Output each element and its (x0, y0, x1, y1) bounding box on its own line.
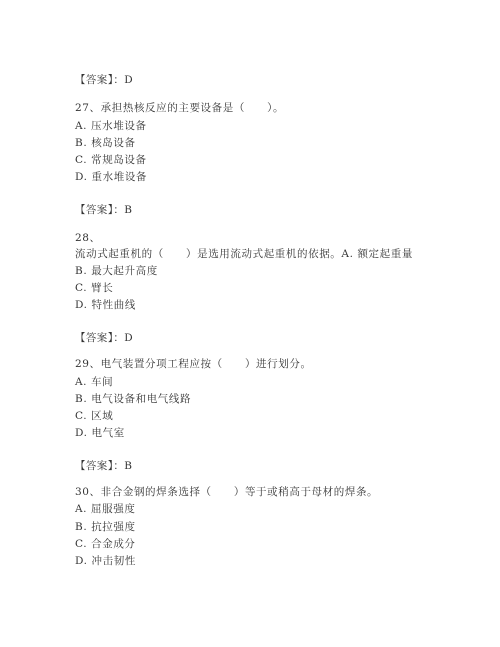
question-28-option-b: B. 最大起升高度 (75, 265, 158, 277)
answer-label: 【答案】：B (75, 460, 133, 472)
answer-label: 【答案】：D (75, 332, 134, 344)
question-28-stem: 流动式起重机的（ ）是选用流动式起重机的依据。A. 额定起重量 (75, 248, 413, 260)
question-27-option-a: A. 压水堆设备 (75, 120, 147, 132)
question-29-stem: 29、电气装置分项工程应按（ ）进行划分。 (75, 358, 312, 370)
question-29-option-c: C. 区域 (75, 410, 114, 422)
question-29-option-a: A. 车间 (75, 376, 114, 388)
answer-label: 【答案】：D (75, 74, 134, 86)
question-30-option-a: A. 屈服强度 (75, 503, 136, 515)
question-27-option-c: C. 常规岛设备 (75, 154, 147, 166)
answer-label: 【答案】：B (75, 204, 133, 216)
question-30-option-b: B. 抗拉强度 (75, 521, 136, 533)
question-27-option-d: D. 重水堆设备 (75, 171, 148, 183)
question-27-option-b: B. 核岛设备 (75, 137, 136, 149)
question-27-stem: 27、承担热核反应的主要设备是（ ）。 (75, 102, 285, 114)
question-29-option-d: D. 电气室 (75, 427, 125, 439)
question-30-option-d: D. 冲击韧性 (75, 555, 136, 567)
question-30-option-c: C. 合金成分 (75, 538, 136, 550)
question-28-number: 28、 (75, 232, 101, 244)
question-28-option-c: C. 臂长 (75, 282, 114, 294)
question-30-stem: 30、非合金钢的焊条选择（ ）等于或稍高于母材的焊条。 (75, 486, 379, 498)
question-29-option-b: B. 电气设备和电气线路 (75, 393, 192, 405)
question-28-option-d: D. 特性曲线 (75, 299, 136, 311)
